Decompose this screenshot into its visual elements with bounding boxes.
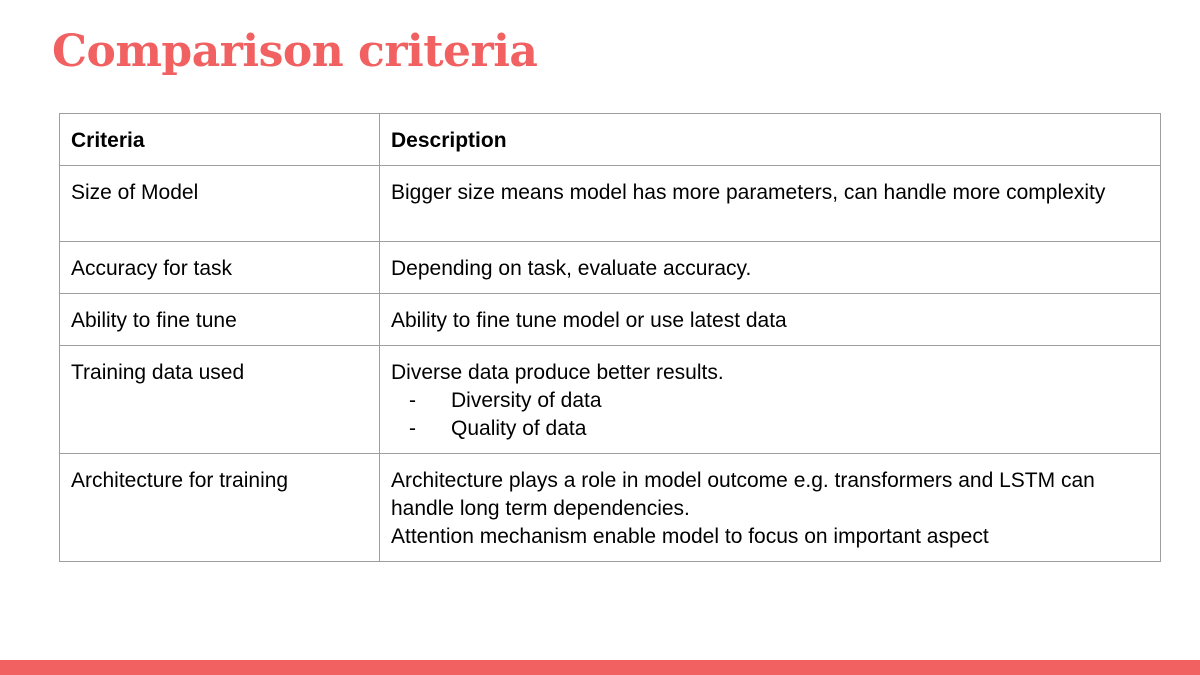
table-row — [60, 454, 1161, 562]
bullet-list — [391, 387, 1149, 443]
description-cell — [380, 454, 1161, 562]
criteria-cell: Size of Model — [60, 166, 380, 242]
bullet-text: Quality of data — [451, 417, 587, 440]
description-text: Attention mechanism enable model to focus on important aspect — [391, 525, 989, 548]
table-row — [60, 166, 1161, 242]
bullet-text: Diversity of data — [451, 389, 602, 412]
criteria-cell: Ability to fine tune — [60, 294, 380, 346]
description-cell — [380, 346, 1161, 454]
description-text: Architecture plays a role in model outcome e.g. transformers and LSTM can handle long term dependencies. — [391, 469, 1095, 520]
description-cell: Depending on task, evaluate accuracy. — [380, 242, 1161, 294]
slide-title: Comparison criteria — [52, 26, 538, 77]
description-cell: Bigger size means model has more parameters, can handle more complexity — [380, 166, 1161, 242]
criteria-cell: Training data used — [60, 346, 380, 454]
table-row — [60, 294, 1161, 346]
bullet-marker: - — [409, 417, 416, 440]
accent-bar — [0, 660, 1200, 675]
table-row — [60, 346, 1161, 454]
column-header-description: Description — [380, 114, 1161, 166]
criteria-cell: Architecture for training — [60, 454, 380, 562]
description-text: Diverse data produce better results. — [391, 361, 724, 384]
comparison-table — [59, 113, 1161, 562]
criteria-cell: Accuracy for task — [60, 242, 380, 294]
description-cell: Ability to fine tune model or use latest data — [380, 294, 1161, 346]
list-item — [391, 415, 1149, 443]
table-row — [60, 242, 1161, 294]
bullet-marker: - — [409, 389, 416, 412]
list-item — [391, 387, 1149, 415]
column-header-criteria: Criteria — [60, 114, 380, 166]
table-header-row — [60, 114, 1161, 166]
